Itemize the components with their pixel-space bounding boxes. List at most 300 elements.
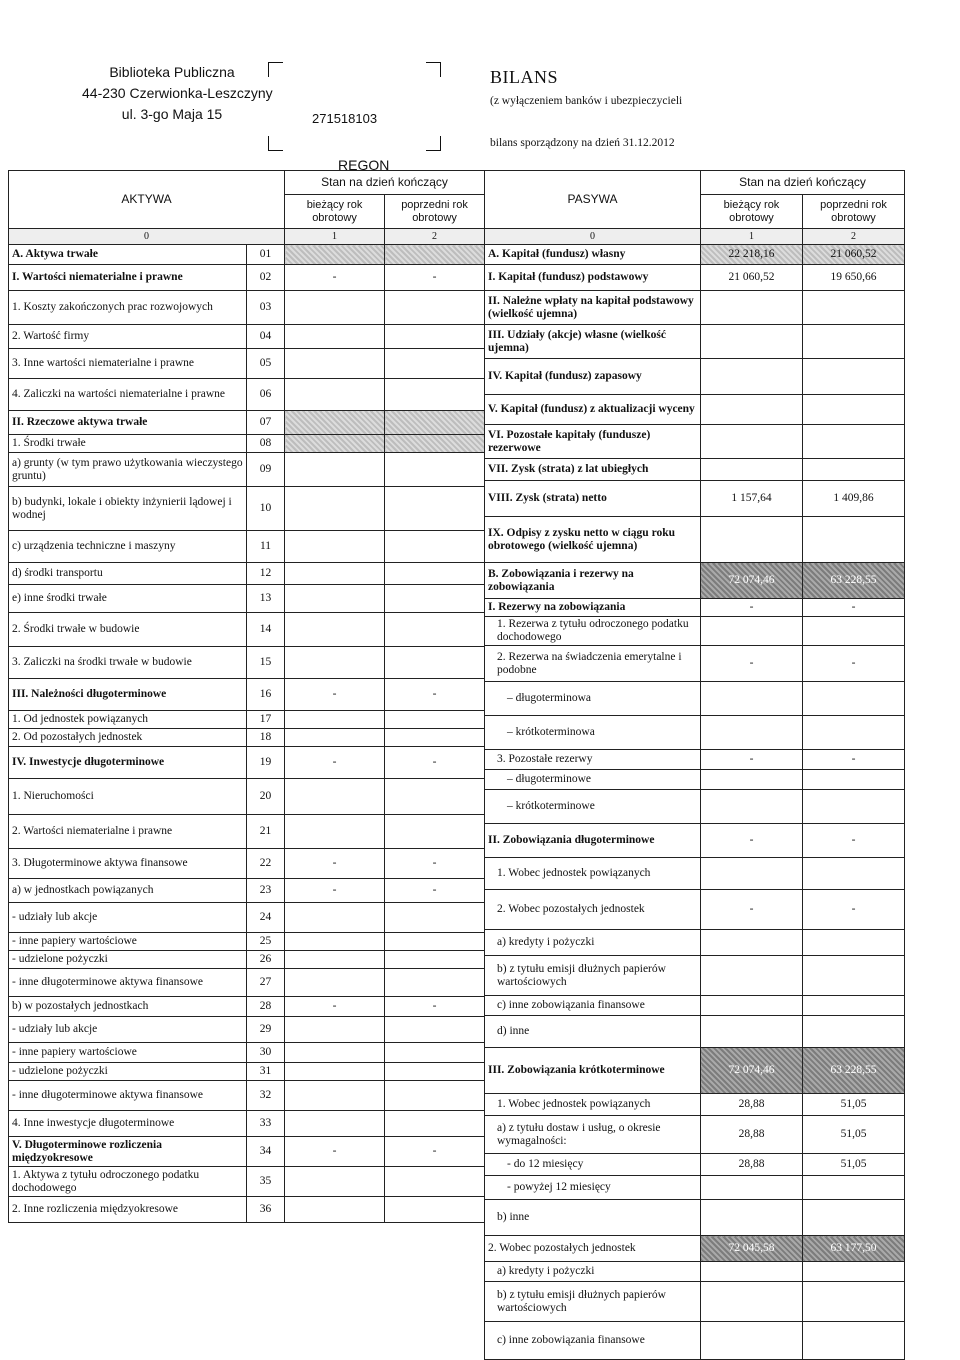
liabilities-row-previous-value [803, 1200, 905, 1236]
assets-row-label: d) środki transportu [9, 563, 247, 585]
assets-row-number: 07 [247, 411, 285, 435]
liabilities-row-current-value: 21 060,52 [701, 265, 803, 291]
liabilities-row-label: V. Kapitał (fundusz) z aktualizacji wyceny [485, 395, 701, 425]
assets-row-previous-value: - [385, 849, 485, 879]
liabilities-row-label: 1. Rezerwa z tytułu odroczonego podatku dochodowego [485, 617, 701, 646]
assets-row-previous-value [385, 325, 485, 349]
assets-col-index-0: 0 [9, 229, 285, 245]
assets-row [9, 245, 485, 265]
liabilities-row-previous-value [803, 1016, 905, 1048]
liabilities-row-current-value: - [701, 599, 803, 617]
assets-row-label: 2. Środki trwałe w budowie [9, 613, 247, 647]
assets-row-current-value: - [285, 747, 385, 779]
liabilities-row-label: a) z tytułu dostaw i usług, o okresie wymagalności: [485, 1116, 701, 1154]
liabilities-row-current-value [701, 1016, 803, 1048]
liabilities-row-label: II. Należne wpłaty na kapitał podstawowy (wielkość ujemna) [485, 291, 701, 325]
assets-row-previous-value [385, 951, 485, 969]
assets-row [9, 903, 485, 933]
liabilities-row [485, 1200, 905, 1236]
assets-row-current-value [285, 1167, 385, 1197]
liabilities-header: PASYWA [485, 171, 701, 229]
liabilities-row-previous-value: 19 650,66 [803, 265, 905, 291]
liabilities-row-current-value: - [701, 750, 803, 770]
assets-row-previous-value [385, 815, 485, 849]
assets-row-label: IV. Inwestycje długoterminowe [9, 747, 247, 779]
assets-row [9, 1043, 485, 1063]
assets-row-previous-value [385, 245, 485, 265]
assets-row-current-value [285, 325, 385, 349]
assets-row-label: V. Długoterminowe rozliczenia międzyokresowe [9, 1137, 247, 1167]
liabilities-row-current-value [701, 459, 803, 481]
liabilities-row-previous-value [803, 790, 905, 824]
liabilities-row-current-value: 28,88 [701, 1094, 803, 1116]
liabilities-row-current-value: 22 218,16 [701, 245, 803, 265]
bracket-top-right [426, 62, 441, 77]
liabilities-row [485, 1016, 905, 1048]
assets-row [9, 997, 485, 1017]
assets-row [9, 563, 485, 585]
assets-row-number: 23 [247, 879, 285, 903]
liabilities-row-label: 1. Wobec jednostek powiązanych [485, 858, 701, 890]
assets-row-previous-value [385, 1111, 485, 1137]
assets-row-number: 24 [247, 903, 285, 933]
institution-city: 44-230 Czerwionka-Leszczyny [82, 85, 273, 101]
assets-row-previous-value [385, 379, 485, 411]
assets-row-label: 4. Inne inwestycje długoterminowe [9, 1111, 247, 1137]
liabilities-row-previous-value [803, 1262, 905, 1282]
liabilities-row-previous-value: - [803, 599, 905, 617]
liabilities-previous-year-header: poprzedni rok obrotowy [803, 195, 905, 229]
assets-row-label: I. Wartości niematerialne i prawne [9, 265, 247, 291]
liabilities-row-current-value: 72 074,46 [701, 1048, 803, 1094]
assets-row-number: 11 [247, 531, 285, 563]
liabilities-row-current-value: - [701, 890, 803, 930]
liabilities-col-index-2: 2 [803, 229, 905, 245]
liabilities-row-label: IX. Odpisy z zysku netto w ciągu roku obrotowego (wielkość ujemna) [485, 517, 701, 563]
assets-row-current-value [285, 585, 385, 613]
assets-row-label: 4. Zaliczki na wartości niematerialne i prawne [9, 379, 247, 411]
liabilities-row-label: 2. Rezerwa na świadczenia emerytalne i podobne [485, 646, 701, 682]
liabilities-row [485, 956, 905, 996]
assets-row [9, 265, 485, 291]
liabilities-row-label: III. Zobowiązania krótkoterminowe [485, 1048, 701, 1094]
liabilities-row-label: – krótkoterminowa [485, 716, 701, 750]
liabilities-row-current-value [701, 1262, 803, 1282]
liabilities-row-label: 3. Pozostałe rezerwy [485, 750, 701, 770]
assets-row [9, 349, 485, 379]
bracket-top-left [268, 62, 283, 77]
liabilities-row [485, 425, 905, 459]
institution-name: Biblioteka Publiczna [109, 64, 235, 80]
liabilities-row-current-value [701, 517, 803, 563]
liabilities-row-current-value: 28,88 [701, 1116, 803, 1154]
assets-row-current-value [285, 379, 385, 411]
assets-row-current-value [285, 1043, 385, 1063]
assets-row [9, 711, 485, 729]
assets-row-number: 34 [247, 1137, 285, 1167]
assets-row [9, 325, 485, 349]
assets-row-previous-value [385, 933, 485, 951]
assets-row-previous-value [385, 1167, 485, 1197]
liabilities-row-current-value [701, 291, 803, 325]
assets-row-previous-value: - [385, 265, 485, 291]
assets-row-current-value [285, 1017, 385, 1043]
liabilities-row-previous-value: 51,05 [803, 1116, 905, 1154]
assets-row-previous-value [385, 711, 485, 729]
assets-row [9, 291, 485, 325]
assets-row-previous-value [385, 1017, 485, 1043]
liabilities-row-previous-value [803, 325, 905, 359]
liabilities-row-current-value [701, 1176, 803, 1200]
liabilities-row [485, 1262, 905, 1282]
assets-row-number: 17 [247, 711, 285, 729]
assets-row-current-value [285, 969, 385, 997]
assets-row-current-value [285, 531, 385, 563]
assets-row-label: - udziały lub akcje [9, 1017, 247, 1043]
assets-row-label: 3. Zaliczki na środki trwałe w budowie [9, 647, 247, 679]
liabilities-row-label: – krótkoterminowe [485, 790, 701, 824]
liabilities-row [485, 265, 905, 291]
liabilities-row-previous-value: 51,05 [803, 1094, 905, 1116]
liabilities-row [485, 563, 905, 599]
assets-row-number: 35 [247, 1167, 285, 1197]
liabilities-row-label: B. Zobowiązania i rezerwy na zobowiązania [485, 563, 701, 599]
liabilities-row [485, 890, 905, 930]
assets-row-number: 31 [247, 1063, 285, 1081]
assets-row-current-value [285, 1063, 385, 1081]
assets-row-number: 30 [247, 1043, 285, 1063]
assets-row-number: 10 [247, 487, 285, 531]
assets-row-previous-value: - [385, 679, 485, 711]
assets-row-label: - udzielone pożyczki [9, 1063, 247, 1081]
liabilities-row-current-value: - [701, 824, 803, 858]
assets-previous-year-header: poprzedni rok obrotowy [385, 195, 485, 229]
assets-row-label: 1. Od jednostek powiązanych [9, 711, 247, 729]
assets-row-label: c) urządzenia techniczne i maszyny [9, 531, 247, 563]
assets-row-label: 2. Wartości niematerialne i prawne [9, 815, 247, 849]
liabilities-row-current-value [701, 682, 803, 716]
assets-row-current-value [285, 487, 385, 531]
assets-row-current-value [285, 815, 385, 849]
liabilities-row-previous-value [803, 617, 905, 646]
liabilities-row [485, 790, 905, 824]
assets-table [8, 170, 485, 1223]
assets-row-previous-value [385, 1197, 485, 1223]
liabilities-row-previous-value [803, 517, 905, 563]
assets-row-label: - inne papiery wartościowe [9, 1043, 247, 1063]
assets-row-label: 3. Długoterminowe aktywa finansowe [9, 849, 247, 879]
liabilities-row [485, 1236, 905, 1262]
institution-block [82, 62, 273, 125]
liabilities-row-label: 2. Wobec pozostałych jednostek [485, 1236, 701, 1262]
assets-row-previous-value: - [385, 747, 485, 779]
assets-row-previous-value [385, 487, 485, 531]
liabilities-row-current-value: 72 045,58 [701, 1236, 803, 1262]
assets-row-number: 26 [247, 951, 285, 969]
liabilities-row-label: VII. Zysk (strata) z lat ubiegłych [485, 459, 701, 481]
liabilities-row-previous-value [803, 930, 905, 956]
assets-row-previous-value [385, 729, 485, 747]
assets-row-label: a) grunty (w tym prawo użytkowania wieczystego gruntu) [9, 453, 247, 487]
document-subtitle: (z wyłączeniem banków i ubezpieczycieli [490, 95, 683, 107]
assets-row-current-value [285, 903, 385, 933]
liabilities-row-current-value [701, 956, 803, 996]
liabilities-row [485, 1176, 905, 1200]
assets-row-previous-value [385, 1043, 485, 1063]
liabilities-row-previous-value [803, 956, 905, 996]
liabilities-row-label: VIII. Zysk (strata) netto [485, 481, 701, 517]
assets-row-current-value [285, 779, 385, 815]
liabilities-row [485, 646, 905, 682]
liabilities-row-current-value [701, 425, 803, 459]
assets-row-current-value: - [285, 679, 385, 711]
assets-row-current-value [285, 349, 385, 379]
liabilities-row [485, 1322, 905, 1360]
liabilities-row-current-value [701, 325, 803, 359]
liabilities-row-label: – długoterminowe [485, 770, 701, 790]
assets-row-number: 04 [247, 325, 285, 349]
assets-row-number: 15 [247, 647, 285, 679]
assets-row-number: 06 [247, 379, 285, 411]
balance-date: bilans sporządzony na dzień 31.12.2012 [490, 137, 675, 149]
liabilities-row-previous-value: - [803, 646, 905, 682]
liabilities-row [485, 517, 905, 563]
liabilities-col-index-1: 1 [701, 229, 803, 245]
liabilities-period-header: Stan na dzień kończący [701, 171, 905, 195]
liabilities-row-previous-value: 51,05 [803, 1154, 905, 1176]
liabilities-row [485, 325, 905, 359]
assets-row [9, 1063, 485, 1081]
liabilities-row-previous-value [803, 291, 905, 325]
bracket-bottom-right [426, 136, 441, 151]
liabilities-row-label: I. Rezerwy na zobowiązania [485, 599, 701, 617]
assets-row-label: - udziały lub akcje [9, 903, 247, 933]
assets-row [9, 815, 485, 849]
liabilities-row-previous-value [803, 682, 905, 716]
assets-row-number: 25 [247, 933, 285, 951]
liabilities-row-label: c) inne zobowiązania finansowe [485, 996, 701, 1016]
assets-row-label: 2. Inne rozliczenia międzyokresowe [9, 1197, 247, 1223]
assets-row-previous-value [385, 435, 485, 453]
assets-row-number: 19 [247, 747, 285, 779]
assets-row-previous-value [385, 531, 485, 563]
assets-row-current-value [285, 951, 385, 969]
assets-row-label: 1. Koszty zakończonych prac rozwojowych [9, 291, 247, 325]
liabilities-row-label: a) kredyty i pożyczki [485, 930, 701, 956]
liabilities-row-label: a) kredyty i pożyczki [485, 1262, 701, 1282]
assets-row [9, 1111, 485, 1137]
liabilities-row [485, 1094, 905, 1116]
assets-row [9, 585, 485, 613]
liabilities-row [485, 682, 905, 716]
assets-row-current-value [285, 291, 385, 325]
assets-row-number: 12 [247, 563, 285, 585]
assets-row-number: 09 [247, 453, 285, 487]
assets-header: AKTYWA [9, 171, 285, 229]
assets-row-current-value [285, 453, 385, 487]
liabilities-row-current-value [701, 996, 803, 1016]
liabilities-row-previous-value: - [803, 890, 905, 930]
liabilities-row-current-value [701, 1282, 803, 1322]
regon-value: 271518103 [312, 111, 378, 126]
assets-row [9, 435, 485, 453]
liabilities-row-previous-value [803, 459, 905, 481]
assets-row-previous-value [385, 585, 485, 613]
assets-row [9, 379, 485, 411]
liabilities-row-previous-value: 63 228,55 [803, 1048, 905, 1094]
assets-row-number: 01 [247, 245, 285, 265]
liabilities-row-label: b) inne [485, 1200, 701, 1236]
assets-row-current-value [285, 711, 385, 729]
assets-row-number: 16 [247, 679, 285, 711]
liabilities-row-current-value: - [701, 646, 803, 682]
liabilities-row [485, 395, 905, 425]
assets-row-number: 22 [247, 849, 285, 879]
liabilities-row-previous-value [803, 1282, 905, 1322]
assets-row-label: - udzielone pożyczki [9, 951, 247, 969]
liabilities-row [485, 996, 905, 1016]
assets-row-current-value [285, 613, 385, 647]
assets-row [9, 1081, 485, 1111]
liabilities-row-label: I. Kapitał (fundusz) podstawowy [485, 265, 701, 291]
liabilities-row-label: III. Udziały (akcje) własne (wielkość ujemna) [485, 325, 701, 359]
liabilities-row-previous-value: 1 409,86 [803, 481, 905, 517]
assets-row-number: 13 [247, 585, 285, 613]
liabilities-row [485, 599, 905, 617]
assets-row [9, 411, 485, 435]
liabilities-row-previous-value: - [803, 824, 905, 858]
assets-row-label: II. Rzeczowe aktywa trwałe [9, 411, 247, 435]
assets-row-current-value: - [285, 1137, 385, 1167]
liabilities-row-label: 1. Wobec jednostek powiązanych [485, 1094, 701, 1116]
assets-row [9, 747, 485, 779]
liabilities-row-previous-value: 63 228,55 [803, 563, 905, 599]
assets-row [9, 647, 485, 679]
liabilities-row-previous-value [803, 1322, 905, 1360]
assets-row-number: 14 [247, 613, 285, 647]
assets-row-current-value [285, 411, 385, 435]
assets-row-number: 21 [247, 815, 285, 849]
assets-row-previous-value [385, 453, 485, 487]
assets-row-number: 33 [247, 1111, 285, 1137]
assets-row-previous-value [385, 647, 485, 679]
assets-row [9, 679, 485, 711]
assets-row [9, 1017, 485, 1043]
assets-row-number: 03 [247, 291, 285, 325]
liabilities-row-previous-value [803, 996, 905, 1016]
liabilities-row-label: VI. Pozostałe kapitały (fundusze) rezerwowe [485, 425, 701, 459]
liabilities-row [485, 1154, 905, 1176]
assets-row-current-value [285, 1081, 385, 1111]
liabilities-row-previous-value [803, 858, 905, 890]
liabilities-row-label: - powyżej 12 miesięcy [485, 1176, 701, 1200]
assets-row-number: 28 [247, 997, 285, 1017]
assets-row-current-value: - [285, 997, 385, 1017]
assets-row [9, 531, 485, 563]
assets-row-label: - inne długoterminowe aktywa finansowe [9, 969, 247, 997]
liabilities-row-label: c) inne zobowiązania finansowe [485, 1322, 701, 1360]
assets-row-current-value [285, 563, 385, 585]
assets-row [9, 969, 485, 997]
liabilities-row-current-value [701, 716, 803, 750]
assets-row [9, 1137, 485, 1167]
assets-row-number: 29 [247, 1017, 285, 1043]
liabilities-row-previous-value: - [803, 750, 905, 770]
liabilities-row-current-value [701, 1200, 803, 1236]
assets-row-current-value [285, 647, 385, 679]
liabilities-table [484, 170, 905, 1360]
liabilities-row-label: IV. Kapitał (fundusz) zapasowy [485, 359, 701, 395]
assets-row-current-value: - [285, 879, 385, 903]
assets-row-label: - inne papiery wartościowe [9, 933, 247, 951]
assets-row-number: 20 [247, 779, 285, 815]
assets-row-current-value: - [285, 265, 385, 291]
bracket-bottom-left [268, 136, 283, 151]
assets-row-previous-value [385, 411, 485, 435]
assets-row-previous-value: - [385, 1137, 485, 1167]
liabilities-row-label: A. Kapitał (fundusz) własny [485, 245, 701, 265]
assets-col-index-2: 2 [385, 229, 485, 245]
liabilities-row-current-value [701, 395, 803, 425]
assets-row-number: 27 [247, 969, 285, 997]
assets-row-previous-value: - [385, 879, 485, 903]
liabilities-row-previous-value [803, 425, 905, 459]
assets-row-number: 32 [247, 1081, 285, 1111]
assets-row-current-value [285, 1197, 385, 1223]
liabilities-row [485, 858, 905, 890]
assets-row-current-value [285, 1111, 385, 1137]
assets-row-number: 02 [247, 265, 285, 291]
liabilities-row [485, 930, 905, 956]
assets-row-previous-value [385, 1063, 485, 1081]
liabilities-row-previous-value [803, 395, 905, 425]
liabilities-row-current-value: 28,88 [701, 1154, 803, 1176]
assets-row-number: 05 [247, 349, 285, 379]
assets-row-label: 1. Nieruchomości [9, 779, 247, 815]
liabilities-row-current-value [701, 790, 803, 824]
institution-street: ul. 3-go Maja 15 [121, 106, 223, 122]
liabilities-row [485, 245, 905, 265]
liabilities-row-label: II. Zobowiązania długoterminowe [485, 824, 701, 858]
assets-current-year-header: bieżący rok obrotowy [285, 195, 385, 229]
liabilities-row-current-value [701, 770, 803, 790]
assets-row [9, 779, 485, 815]
liabilities-row-current-value: 1 157,64 [701, 481, 803, 517]
assets-row-previous-value [385, 903, 485, 933]
liabilities-row-current-value [701, 359, 803, 395]
assets-row [9, 487, 485, 531]
liabilities-row-previous-value [803, 716, 905, 750]
liabilities-row [485, 617, 905, 646]
liabilities-row-label: - do 12 miesięcy [485, 1154, 701, 1176]
assets-row-label: e) inne środki trwałe [9, 585, 247, 613]
assets-row [9, 453, 485, 487]
liabilities-row-previous-value [803, 770, 905, 790]
assets-row [9, 879, 485, 903]
liabilities-row-previous-value: 63 177,50 [803, 1236, 905, 1262]
document-title: BILANS [490, 67, 559, 87]
liabilities-row [485, 716, 905, 750]
liabilities-row [485, 824, 905, 858]
assets-row-label: b) w pozostałych jednostkach [9, 997, 247, 1017]
assets-row-previous-value [385, 563, 485, 585]
assets-row-label: 3. Inne wartości niematerialne i prawne [9, 349, 247, 379]
liabilities-row [485, 1116, 905, 1154]
assets-row-previous-value [385, 349, 485, 379]
assets-row-label: a) w jednostkach powiązanych [9, 879, 247, 903]
assets-row-label: 1. Aktywa z tytułu odroczonego podatku dochodowego [9, 1167, 247, 1197]
liabilities-row [485, 291, 905, 325]
